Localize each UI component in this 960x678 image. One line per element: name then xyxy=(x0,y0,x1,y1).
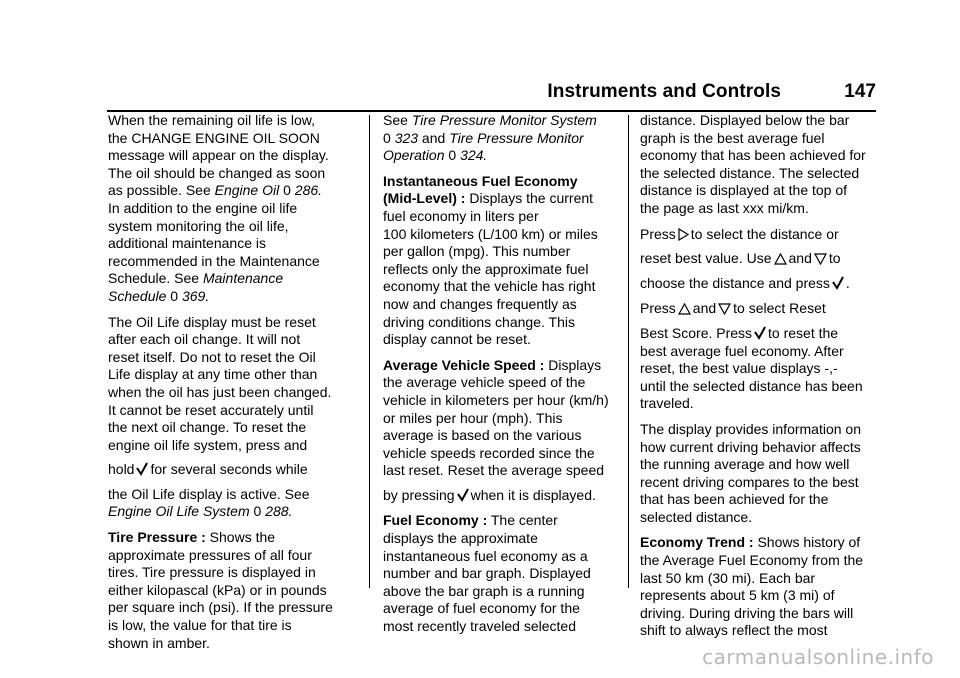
text-line: The display provides information on xyxy=(640,420,862,437)
text-line: When the remaining oil life is low, xyxy=(108,112,315,128)
text-line xyxy=(640,275,878,293)
text-line xyxy=(640,300,878,318)
triangle-down-icon xyxy=(814,253,827,265)
text-line: driving conditions change. This xyxy=(383,313,575,330)
text-line: driving. During driving the bars will xyxy=(640,604,854,621)
text-span: and xyxy=(418,129,450,146)
triangle-right-icon xyxy=(678,228,689,241)
column-2 xyxy=(383,112,617,644)
text-line: the Average Fuel Economy from the xyxy=(640,552,864,569)
text-line: per gallon (mpg). This number xyxy=(383,243,571,260)
text-span: to reset the xyxy=(768,324,839,341)
text-line: the selected distance. The selected xyxy=(640,164,860,181)
text-span: Press xyxy=(640,300,676,317)
text-line: tires. Tire pressure is displayed in xyxy=(108,564,316,581)
page-ref-288[interactable]: 288. xyxy=(265,503,293,520)
text-line: engine oil life system, press and xyxy=(108,436,308,453)
paragraph-reset-best-score xyxy=(640,300,878,413)
text-line: economy that the vehicle has right xyxy=(383,278,596,295)
text-line: until the selected distance has been xyxy=(640,377,863,394)
text-line: fuel economy in liters per xyxy=(383,207,539,224)
text-line: distance is displayed at the top of xyxy=(640,182,848,199)
checkmark-icon xyxy=(136,462,148,476)
link-engine-oil-life-system[interactable]: Engine Oil Life System xyxy=(108,503,250,520)
paragraph-fuel-economy xyxy=(383,512,617,635)
text-span: and xyxy=(692,300,717,317)
text-line: above the bar graph is a running xyxy=(383,582,585,599)
page-ref-324[interactable]: 324. xyxy=(460,147,488,164)
text-span: Schedule. See xyxy=(108,270,203,287)
text-line xyxy=(383,190,617,208)
text-line: economy that has been achieved for xyxy=(640,147,866,164)
text-line xyxy=(108,288,354,306)
paragraph-best-average xyxy=(640,112,878,218)
text-line: vehicle speeds recorded since the xyxy=(383,444,595,461)
paragraph-press-select xyxy=(640,226,878,293)
text-line: the running average and how well xyxy=(640,456,850,473)
text-line: the average vehicle speed of the xyxy=(383,374,586,391)
text-line xyxy=(640,226,878,244)
text-line: that has been achieved for the xyxy=(640,491,829,508)
term-economy-trend: Economy Trend : xyxy=(640,534,754,551)
watermark: carmanualsonline.info xyxy=(702,645,934,669)
triangle-up-icon xyxy=(678,303,691,315)
text-line: shift to always reflect the most xyxy=(640,622,828,639)
text-span: for several seconds while xyxy=(150,461,308,478)
text-line: average of fuel economy for the xyxy=(383,600,580,617)
term-average-vehicle-speed: Average Vehicle Speed : xyxy=(383,356,545,373)
text-span: Shows the xyxy=(205,529,276,546)
text-line: reflects only the approximate fuel xyxy=(383,260,589,277)
text-line xyxy=(108,182,354,200)
text-line: message will appear on the display. xyxy=(108,147,329,164)
text-line xyxy=(108,529,354,547)
column-divider-2 xyxy=(628,115,629,588)
text-line: the next oil change. To reset the xyxy=(108,419,307,436)
text-span: to xyxy=(828,250,841,267)
text-line: last 50 km (30 mi). Each bar xyxy=(640,569,816,586)
text-line: shown in amber. xyxy=(108,634,210,651)
text-line: displays the approximate xyxy=(383,530,538,547)
text-line xyxy=(383,487,617,505)
link-tire-pressure-monitor-system[interactable]: Tire Pressure Monitor System xyxy=(411,112,597,128)
page-reference-icon: 0 xyxy=(383,129,391,146)
text-line: how current driving behavior affects xyxy=(640,438,861,455)
text-line: additional maintenance is xyxy=(108,235,266,252)
text-line: the CHANGE ENGINE OIL SOON xyxy=(108,129,320,146)
text-span: as possible. See xyxy=(108,182,215,199)
term-fuel-economy: Fuel Economy : xyxy=(383,512,488,529)
paragraph-display-info xyxy=(640,421,878,527)
text-line: is low, the value for that tire is xyxy=(108,617,292,634)
text-span: to select Reset xyxy=(733,300,826,317)
text-line: display cannot be reset. xyxy=(383,331,531,348)
text-line: system monitoring the oil life, xyxy=(108,217,289,234)
page-ref-286[interactable]: 286. xyxy=(294,182,323,199)
text-line: It cannot be reset accurately until xyxy=(108,401,314,418)
text-line: recommended in the Maintenance xyxy=(108,252,320,269)
text-span: Shows history of xyxy=(753,534,861,551)
text-line: approximate pressures of all four xyxy=(108,546,312,563)
text-line: In addition to the engine oil life xyxy=(108,199,298,216)
text-span: Press xyxy=(640,225,676,242)
text-line: 100 kilometers (L/100 km) or miles xyxy=(383,225,598,242)
column-1 xyxy=(108,112,354,660)
text-line: the page as last xxx mi/km. xyxy=(640,199,809,216)
paragraph-tpms-see xyxy=(383,112,617,165)
text-span: Displays the current xyxy=(465,190,594,207)
text-line: after each oil change. It will not xyxy=(108,331,301,348)
paragraph-average-vehicle-speed xyxy=(383,357,617,505)
page-ref-369[interactable]: 369. xyxy=(181,287,210,304)
text-line xyxy=(640,325,878,343)
text-line: average is based on the various xyxy=(383,427,582,444)
text-line xyxy=(640,250,878,268)
page-number: 147 xyxy=(844,81,876,102)
text-line xyxy=(383,112,617,130)
text-line: The oil should be changed as soon xyxy=(108,164,326,181)
paragraph-oil-life-reset xyxy=(108,314,354,522)
checkmark-icon xyxy=(832,276,844,290)
text-line xyxy=(640,534,878,552)
page-reference-icon: 0 xyxy=(170,287,179,304)
text-line: reset, the best value displays -,- xyxy=(640,360,838,377)
page-header xyxy=(108,81,876,107)
term-mid-level: (Mid-Level) : xyxy=(383,190,466,207)
page-reference-icon: 0 xyxy=(448,147,457,164)
term-instantaneous-fuel-economy: Instantaneous Fuel Economy xyxy=(383,172,578,189)
column-3 xyxy=(640,112,878,648)
link-tire-pressure-monitor[interactable]: Tire Pressure Monitor xyxy=(449,129,584,146)
page-reference-icon: 0 xyxy=(283,182,291,199)
text-line: traveled. xyxy=(640,395,694,412)
text-span: reset best value. Use xyxy=(640,250,772,267)
text-span: The center xyxy=(487,512,558,529)
text-span: by pressing xyxy=(383,486,455,503)
text-line: best average fuel economy. After xyxy=(640,342,844,359)
text-line: number and bar graph. Displayed xyxy=(383,565,591,582)
text-span: and xyxy=(788,250,812,267)
column-divider-1 xyxy=(369,115,370,588)
text-line: most recently traveled selected xyxy=(383,618,576,635)
text-line: selected distance. xyxy=(640,508,753,525)
triangle-down-icon xyxy=(718,303,731,315)
text-line: represents about 5 km (3 mi) of xyxy=(640,587,835,604)
text-span: to select the distance or xyxy=(690,225,839,242)
text-line: the Oil Life display is active. See xyxy=(108,485,310,502)
text-line: when the oil has just been changed. xyxy=(108,383,332,400)
text-line xyxy=(383,130,617,148)
paragraph-instant-fuel-economy xyxy=(383,173,617,349)
paragraph-tire-pressure xyxy=(108,529,354,652)
text-span: hold xyxy=(108,461,135,478)
text-line: instantaneous fuel economy as a xyxy=(383,547,588,564)
checkmark-icon xyxy=(457,488,469,502)
text-line: now and changes frequently as xyxy=(383,295,577,312)
link-maintenance[interactable]: Maintenance xyxy=(202,270,284,287)
paragraph-economy-trend xyxy=(640,534,878,640)
checkmark-icon xyxy=(754,326,766,340)
text-line: graph is the best average fuel xyxy=(640,129,825,146)
text-line: per square inch (psi). If the pressure xyxy=(108,599,333,616)
page-reference-icon: 0 xyxy=(253,503,262,520)
triangle-up-icon xyxy=(774,253,787,265)
term-tire-pressure: Tire Pressure : xyxy=(108,529,206,546)
text-line: or miles per hour (mph). This xyxy=(383,409,563,426)
text-line: The Oil Life display must be reset xyxy=(108,313,316,330)
section-title: Instruments and Controls xyxy=(547,81,781,102)
text-line xyxy=(383,357,617,375)
link-schedule[interactable]: Schedule xyxy=(108,287,167,304)
text-line xyxy=(108,461,354,479)
link-engine-oil[interactable]: Engine Oil xyxy=(214,182,280,199)
text-line xyxy=(383,512,617,530)
text-line: recent driving compares to the best xyxy=(640,473,859,490)
text-span: Displays xyxy=(544,356,602,373)
paragraph-oil-life-low xyxy=(108,112,354,306)
text-line: Life display at any time other than xyxy=(108,366,318,383)
text-span: when it is displayed. xyxy=(470,486,596,503)
text-span: Best Score. Press xyxy=(640,324,753,341)
text-span: See xyxy=(383,112,412,128)
text-span: . xyxy=(845,274,850,291)
text-line xyxy=(383,147,617,165)
text-line xyxy=(108,270,354,288)
text-span: choose the distance and press xyxy=(640,274,830,291)
text-line: distance. Displayed below the bar xyxy=(640,112,850,128)
text-line: last reset. Reset the average speed xyxy=(383,462,605,479)
text-line: reset itself. Do not to reset the Oil xyxy=(108,348,316,365)
text-line xyxy=(383,173,617,191)
page-ref-323[interactable]: 323 xyxy=(394,129,419,146)
link-operation[interactable]: Operation xyxy=(383,147,445,164)
text-line: vehicle in kilometers per hour (km/h) xyxy=(383,391,609,408)
text-line: either kilopascal (kPa) or in pounds xyxy=(108,581,327,598)
text-line xyxy=(108,503,354,521)
